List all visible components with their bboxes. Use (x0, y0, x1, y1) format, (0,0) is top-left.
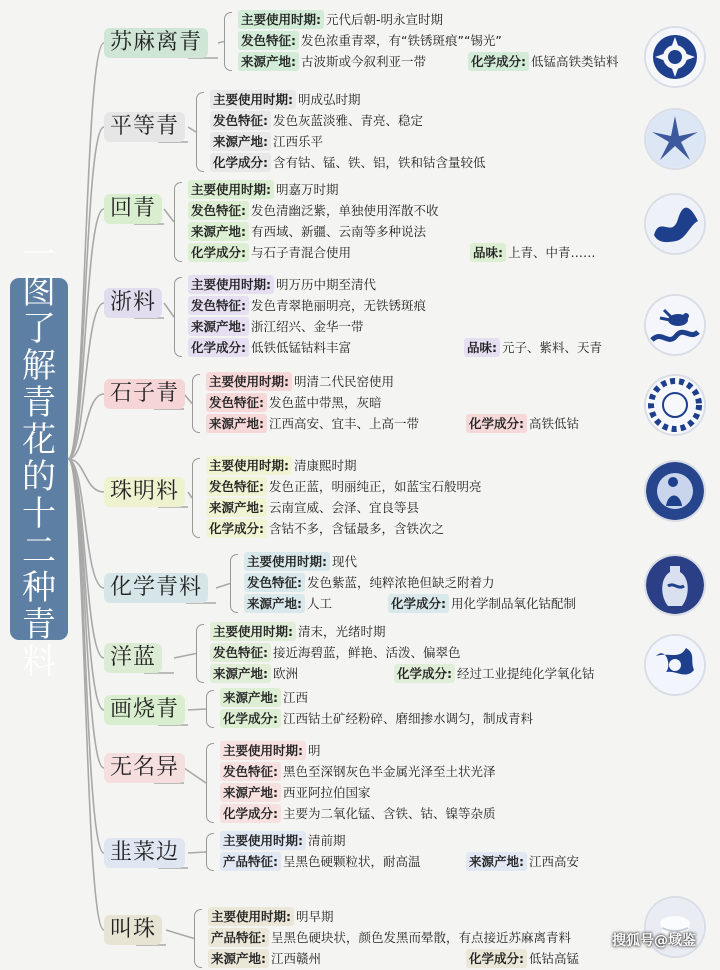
lotus-medallion-plate-icon (646, 28, 704, 86)
detail-pair (220, 854, 421, 869)
detail-value: 江西赣州 (271, 951, 322, 966)
detail-row (210, 132, 486, 153)
detail-value: 江西高安 (529, 854, 580, 869)
detail-row (188, 296, 426, 317)
detail-pair (206, 521, 444, 536)
detail-pair (206, 479, 482, 494)
detail-row (210, 643, 461, 664)
detail-block (206, 372, 580, 435)
detail-row (206, 414, 580, 435)
dragon-plate-icon (646, 195, 704, 253)
detail-value: 发色灰蓝淡雅、青亮、稳定 (273, 113, 424, 128)
detail-pair (244, 554, 357, 569)
detail-pair (220, 785, 371, 800)
detail-value: 元子、紫料、天青 (502, 340, 603, 355)
detail-block (210, 90, 486, 174)
detail-value: 江西乐平 (273, 134, 324, 149)
detail-value: 元代后朝-明永宣时期 (326, 12, 444, 27)
branch-line (68, 127, 104, 459)
node-detail-line (188, 127, 196, 132)
detail-label: 主要使用时期: (206, 372, 292, 391)
detail-pair (244, 575, 495, 590)
detail-label: 发色特征: (206, 477, 267, 496)
detail-label: 来源产地: (208, 949, 269, 968)
detail-label: 产品特征: (220, 852, 281, 871)
detail-value: 低锰高铁类钴料 (531, 54, 619, 69)
detail-label: 化学成分: (188, 338, 249, 357)
detail-value: 有西域、新疆、云南等多种说法 (251, 224, 427, 239)
detail-label: 化学成分: (388, 594, 449, 613)
cobalt-type-node: 韭菜边 (104, 838, 185, 868)
detail-row (206, 498, 482, 519)
detail-value: 人工 (307, 596, 333, 611)
detail-pair (188, 182, 339, 197)
detail-row (220, 709, 533, 730)
detail-label: 来源产地: (188, 317, 249, 336)
detail-label: 主要使用时期: (210, 90, 296, 109)
detail-pair (210, 624, 386, 639)
node-detail-line (216, 584, 230, 589)
detail-block (188, 275, 603, 359)
bird-plate-icon (646, 296, 704, 354)
detail-label: 主要使用时期: (220, 741, 306, 760)
detail-label: 发色特征: (220, 762, 281, 781)
detail-row (244, 573, 495, 594)
node-detail-line (188, 709, 206, 710)
detail-row (220, 783, 496, 804)
detail-row (220, 831, 421, 852)
detail-label: 化学成分: (466, 949, 527, 968)
detail-pair (206, 458, 357, 473)
detail-label: 发色特征: (210, 643, 271, 662)
detail-label: 来源产地: (220, 783, 281, 802)
detail-pair (220, 743, 321, 758)
detail-row (188, 275, 426, 296)
detail-value: 明成弘时期 (298, 92, 361, 107)
detail-value: 发色浓重青翠，有“铁锈斑痕”“锡光” (301, 33, 502, 48)
detail-value: 明万历中期至清代 (276, 277, 377, 292)
flower-plate-icon (646, 110, 704, 168)
detail-brace (192, 458, 200, 538)
detail-row (206, 477, 482, 498)
detail-label: 主要使用时期: (188, 275, 274, 294)
detail-row (220, 762, 496, 783)
cobalt-type-node: 叫珠 (104, 915, 162, 945)
detail-pair (220, 764, 496, 779)
detail-pair (206, 416, 419, 431)
detail-label: 来源产地: (238, 52, 299, 71)
detail-value: 浙江绍兴、金华一带 (251, 319, 364, 334)
detail-label: 主要使用时期: (208, 907, 294, 926)
detail-row (188, 201, 439, 222)
detail-label: 发色特征: (188, 201, 249, 220)
detail-label: 产品特征: (208, 928, 269, 947)
detail-pair (206, 374, 394, 389)
detail-value: 低钴高锰 (529, 951, 580, 966)
detail-label: 来源产地: (206, 498, 267, 517)
detail-value: 江西钴土矿经粉碎、磨细掺水调匀，制成青料 (283, 711, 534, 726)
detail-label: 化学成分: (466, 414, 527, 433)
detail-row (188, 243, 596, 264)
detail-pair (208, 951, 321, 966)
detail-row (220, 804, 496, 825)
detail-row (210, 622, 461, 643)
detail-row (244, 594, 577, 615)
detail-value: 清前期 (308, 833, 346, 848)
cobalt-type-node: 平等青 (104, 112, 185, 142)
detail-pair (466, 852, 579, 871)
lotus-medallion-plate-icon-art (646, 28, 704, 86)
detail-label: 来源产地: (244, 594, 305, 613)
detail-value: 云南宣威、会泽、宜良等县 (269, 500, 420, 515)
detail-label: 主要使用时期: (210, 622, 296, 641)
flower-plate-icon-art (646, 110, 704, 168)
detail-value: 发色正蓝，明丽纯正，如蓝宝石般明亮 (269, 479, 482, 494)
detail-row (188, 338, 603, 359)
cobalt-type-node: 珠明料 (104, 477, 185, 507)
detail-brace (230, 554, 238, 613)
scroll-border-plate-icon (646, 376, 704, 434)
detail-row (188, 180, 439, 201)
detail-pair (244, 596, 332, 611)
detail-label: 发色特征: (238, 31, 299, 50)
detail-label: 化学成分: (206, 519, 267, 538)
detail-pair (188, 203, 439, 218)
detail-label: 来源产地: (210, 664, 271, 683)
detail-label: 化学成分: (468, 52, 529, 71)
detail-brace (206, 833, 214, 871)
detail-value: 含有钴、锰、铁、铝，铁和钴含量较低 (273, 155, 486, 170)
detail-block (244, 552, 577, 615)
detail-label: 来源产地: (206, 414, 267, 433)
detail-pair (210, 666, 298, 681)
detail-pair (188, 277, 376, 292)
detail-value: 发色蓝中带黑，灰暗 (269, 395, 382, 410)
detail-label: 来源产地: (220, 688, 281, 707)
detail-block (206, 456, 482, 540)
node-detail-line (164, 303, 174, 317)
detail-pair (220, 690, 308, 705)
detail-value: 低铁低锰钴料丰富 (251, 340, 352, 355)
detail-row (220, 852, 580, 873)
node-detail-line (166, 930, 194, 939)
detail-row (208, 928, 571, 949)
cobalt-type-node: 画烧青 (104, 695, 185, 725)
detail-value: 古波斯或今叙利亚一带 (301, 54, 427, 69)
detail-value: 接近海碧蓝，鲜艳、活泼、偏翠色 (273, 645, 461, 660)
detail-pair (210, 134, 323, 149)
floral-plate-icon-art (646, 636, 704, 694)
branch-line (68, 459, 104, 853)
detail-block (188, 180, 596, 264)
detail-pair (208, 930, 571, 945)
detail-value: 经过工业提纯化学氧化钴 (457, 666, 595, 681)
cobalt-type-node: 苏麻离青 (104, 28, 208, 58)
detail-pair (238, 12, 443, 27)
detail-value: 明嘉万时期 (276, 182, 339, 197)
detail-block (208, 907, 580, 970)
detail-label: 主要使用时期: (220, 831, 306, 850)
detail-value: 江西 (283, 690, 309, 705)
detail-label: 化学成分: (220, 804, 281, 823)
detail-label: 发色特征: (206, 393, 267, 412)
figure-plate-icon (646, 462, 704, 520)
detail-pair (210, 155, 486, 170)
detail-row (220, 741, 496, 762)
detail-pair (210, 645, 461, 660)
detail-label: 发色特征: (210, 111, 271, 130)
detail-row (206, 519, 482, 540)
detail-pair (468, 52, 619, 71)
detail-brace (206, 743, 214, 823)
detail-brace (196, 92, 204, 172)
detail-label: 发色特征: (244, 573, 305, 592)
detail-row (188, 317, 426, 338)
detail-pair (394, 664, 595, 683)
detail-brace (174, 182, 182, 262)
detail-pair (188, 245, 351, 260)
detail-row (238, 52, 619, 73)
detail-label: 主要使用时期: (206, 456, 292, 475)
detail-row (220, 688, 533, 709)
detail-value: 高铁低钴 (529, 416, 580, 431)
cobalt-type-node: 石子青 (104, 379, 185, 409)
dragon-plate-icon-art (646, 195, 704, 253)
detail-row (238, 31, 502, 52)
cobalt-type-node: 浙料 (104, 288, 162, 318)
detail-row (210, 111, 486, 132)
detail-value: 清康熙时期 (294, 458, 357, 473)
detail-label: 品味: (470, 243, 506, 262)
detail-block (238, 10, 619, 73)
detail-value: 发色紫蓝，纯粹浓艳但缺乏附着力 (307, 575, 495, 590)
detail-brace (224, 12, 232, 71)
detail-label: 来源产地: (188, 222, 249, 241)
detail-value: 主要为二氧化锰、含铁、钴、镍等杂质 (283, 806, 496, 821)
detail-label: 化学成分: (394, 664, 455, 683)
detail-pair (388, 594, 576, 613)
detail-row (210, 153, 486, 174)
detail-value: 西亚阿拉伯国家 (283, 785, 371, 800)
detail-value: 上青、中青…… (508, 245, 596, 260)
detail-block (220, 741, 496, 825)
detail-value: 黑色至深钢灰色半金属光泽至土状光泽 (283, 764, 496, 779)
detail-label: 品味: (464, 338, 500, 357)
detail-value: 与石子青混合使用 (251, 245, 352, 260)
node-detail-line (174, 654, 196, 659)
detail-brace (174, 277, 182, 357)
detail-pair (238, 33, 502, 48)
floral-plate-icon (646, 636, 704, 694)
node-detail-line (184, 768, 206, 783)
detail-row (188, 222, 439, 243)
detail-value: 用化学制品氧化钴配制 (451, 596, 577, 611)
detail-label: 主要使用时期: (244, 552, 330, 571)
detail-row (210, 664, 595, 685)
cobalt-type-node: 无名异 (104, 753, 185, 783)
detail-brace (192, 374, 200, 433)
detail-label: 来源产地: (210, 132, 271, 151)
detail-value: 含钴不多，含锰最多，含铁次之 (269, 521, 445, 536)
detail-value: 现代 (332, 554, 358, 569)
detail-pair (210, 113, 423, 128)
detail-label: 来源产地: (466, 852, 527, 871)
detail-pair (188, 340, 351, 355)
detail-label: 主要使用时期: (188, 180, 274, 199)
detail-label: 发色特征: (188, 296, 249, 315)
detail-brace (196, 624, 204, 683)
detail-block (220, 688, 533, 730)
detail-value: 江西高安、宜丰、上高一带 (269, 416, 420, 431)
detail-block (220, 831, 580, 873)
detail-pair (206, 500, 419, 515)
detail-pair (188, 224, 426, 239)
detail-value: 明 (308, 743, 321, 758)
detail-row (238, 10, 502, 31)
vase-plate-icon (646, 556, 704, 614)
watermark: 搜狐号@域鉴 (612, 933, 696, 949)
detail-value: 明清二代民窑使用 (294, 374, 395, 389)
detail-row (210, 90, 486, 111)
detail-pair (188, 319, 364, 334)
detail-pair (210, 92, 361, 107)
detail-pair (188, 298, 426, 313)
cobalt-type-node: 化学青料 (104, 573, 208, 603)
detail-pair (206, 395, 382, 410)
detail-value: 发色清幽泛紫，单独使用浑散不收 (251, 203, 439, 218)
detail-value: 发色青翠艳丽明亮，无铁锈斑痕 (251, 298, 427, 313)
detail-pair (464, 338, 602, 357)
detail-label: 化学成分: (188, 243, 249, 262)
node-detail-line (188, 852, 206, 853)
figure-plate-icon-art (646, 462, 704, 520)
detail-brace (194, 909, 202, 968)
detail-value: 清末，光绪时期 (298, 624, 386, 639)
scroll-border-plate-icon-art (646, 376, 704, 434)
detail-row (244, 552, 495, 573)
detail-value: 明早期 (296, 909, 334, 924)
detail-pair (220, 806, 496, 821)
detail-pair (238, 54, 426, 69)
detail-pair (466, 949, 579, 968)
vase-plate-icon-art (646, 556, 704, 614)
detail-brace (206, 690, 214, 728)
detail-row (206, 456, 482, 477)
detail-value: 欧洲 (273, 666, 299, 681)
page-title (10, 235, 68, 682)
detail-label: 主要使用时期: (238, 10, 324, 29)
node-detail-line (164, 209, 174, 222)
detail-label: 化学成分: (210, 153, 271, 172)
detail-pair (220, 711, 533, 726)
node-detail-line (184, 394, 192, 404)
cobalt-type-node: 回青 (104, 194, 162, 224)
detail-block (210, 622, 595, 685)
detail-row (206, 393, 419, 414)
detail-value: 呈黑色硬颗粒状，耐高温 (283, 854, 421, 869)
detail-pair (220, 833, 346, 848)
detail-pair (470, 243, 596, 262)
detail-value: 呈黑色硬块状，颜色发黑而晕散，有点接近苏麻离青料 (271, 930, 572, 945)
page-title-text: 一图了解青花的十二种青料 (22, 235, 56, 682)
detail-row (206, 372, 419, 393)
cobalt-type-node: 洋蓝 (104, 643, 162, 673)
bird-plate-icon-art (646, 296, 704, 354)
detail-row (208, 907, 571, 928)
detail-pair (466, 414, 579, 433)
detail-label: 化学成分: (220, 709, 281, 728)
detail-pair (208, 909, 334, 924)
